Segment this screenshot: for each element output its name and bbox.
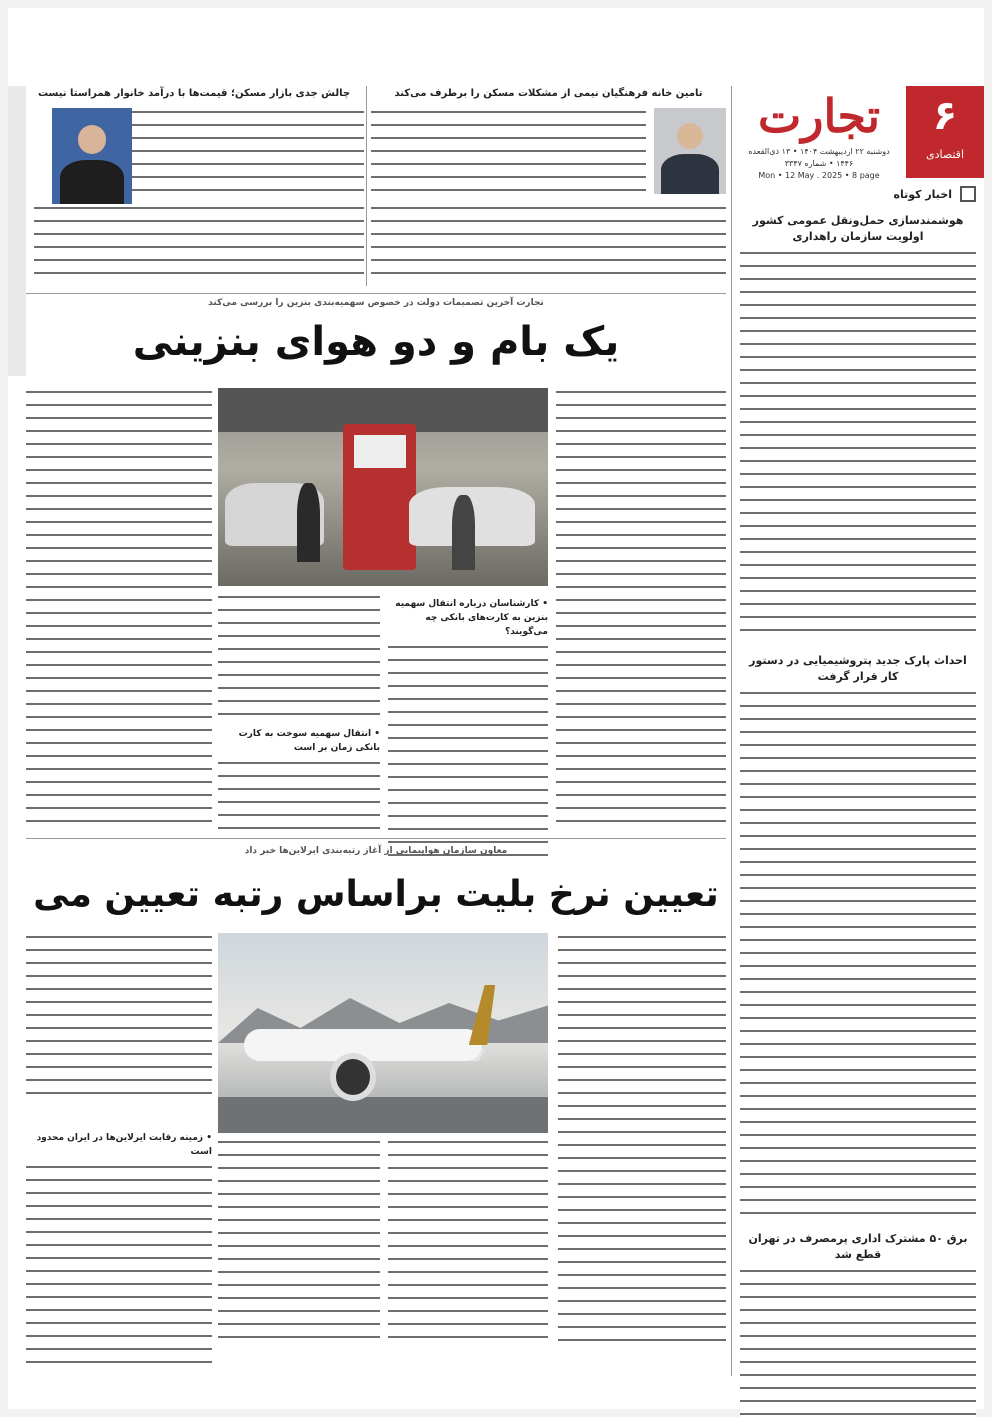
section-label: اقتصادی [925,148,965,161]
story-housing-market [24,86,364,286]
brief-title-1: هوشمندسازی حمل‌ونقل عمومی کشور اولویت سازمان راهداری [752,214,964,243]
story-body [114,108,364,200]
gas-station-photo [218,388,548,586]
airplane-photo [218,933,548,1133]
second-column-2 [388,1138,548,1348]
lead-subhead-1: • کارشناسان درباره انتقال سهمیه بنزین به کارت‌های بانکی چه می‌گویند؟ [395,599,548,637]
second-kicker: معاون سازمان هواپیمایی از آغاز رتبه‌بندی ایرلاین‌ها خبر داد [244,846,508,856]
brief-body-1 [740,249,976,639]
story-body-cont [371,204,726,282]
lead-intro-bold [556,388,726,828]
section-divider [26,293,726,294]
masthead [734,86,984,178]
second-subhead: • زمینه رقابت ایرلاین‌ها در ایران محدود است [36,1133,212,1157]
second-headline: تعیین نرخ بلیت براساس رتبه تعیین می [33,874,719,915]
newspaper-page [8,8,984,1409]
page-number-badge [906,86,984,178]
date-english: Mon • 12 May . 2025 • 8 page [758,171,880,180]
column-divider [366,86,367,286]
section-divider [26,838,726,839]
story-teacher-housing [371,86,726,286]
lead-column-4 [26,388,212,828]
story-body-cont [34,204,364,282]
brief-body-3 [740,1267,976,1417]
second-column-3 [218,1138,380,1348]
column-divider [731,86,732,1376]
page-number: ۶ [932,93,958,139]
lead-column-3 [218,593,380,837]
official-portrait [654,108,726,194]
speaker-portrait [52,108,132,204]
second-column-4 [26,933,212,1363]
checkbox-icon [960,186,976,202]
brief-title-3: برق ۵۰ مشترک اداری پرمصرف در تهران قطع شد [748,1232,968,1261]
news-brief-header [740,183,976,205]
second-column-1 [558,933,726,1348]
lead-headline: یک بام و دو هوای بنزینی [132,319,620,365]
newspaper-logo: تجارت [757,89,881,143]
date-persian: دوشنبه ۲۲ اردیبهشت ۱۴۰۴ • ۱۳ ذی‌القعده ۱۴۴۶ • شماره ۳۳۴۷ [748,147,890,168]
story-title: تامین خانه فرهنگیان نیمی از مشکلات مسکن را برطرف می‌کند [394,88,703,99]
lead-kicker: تجارت آخرین تصمیمات دولت در خصوص سهمیه‌بندی بنزین را بررسی می‌کند [208,298,544,308]
lead-column-2 [388,593,548,859]
brief-title-2: احداث پارک جدید پتروشیمیایی در دستور کار قرار گرفت [749,654,967,683]
news-brief-column [734,183,984,1373]
dateline [744,146,894,182]
story-title: چالش جدی بازار مسکن؛ قیمت‌ها با درآمد خانوار همراستا نیست [37,88,351,99]
news-brief-label: اخبار کوتاه [893,187,952,201]
lead-subhead-2: • انتقال سهمیه سوخت به کارت بانکی زمان بر است [238,729,380,753]
story-body [371,108,646,200]
brief-body-2 [740,689,976,1219]
